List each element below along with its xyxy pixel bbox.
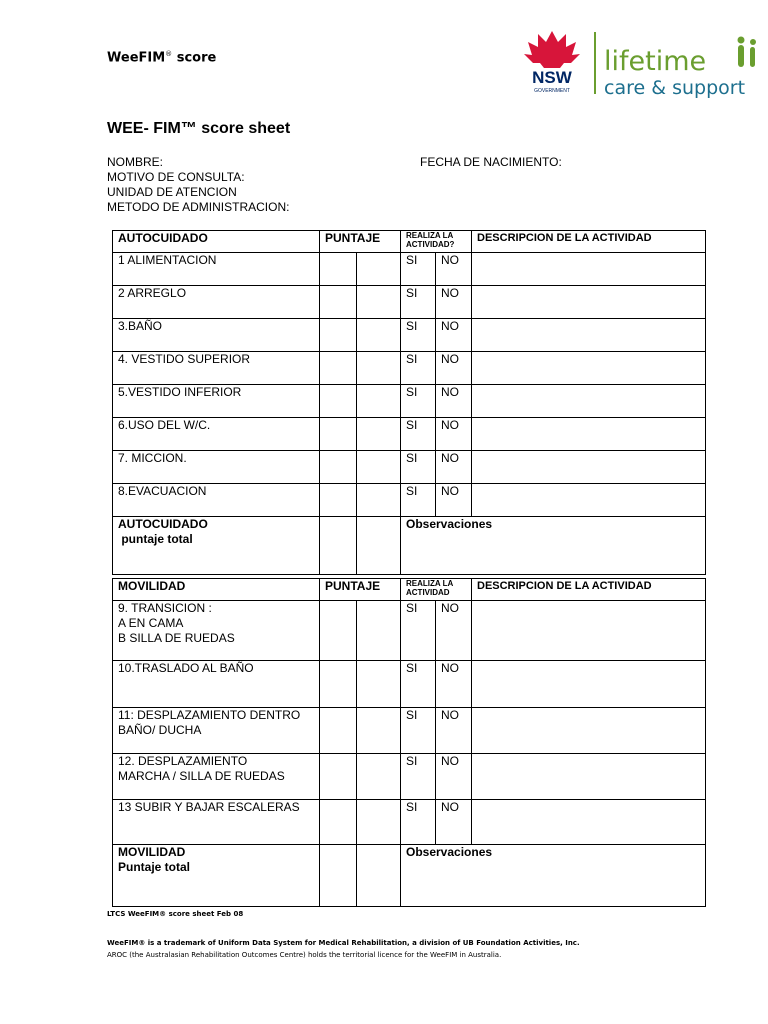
yes-option[interactable]: SI [401,319,436,352]
puntaje-header: PUNTAJE [320,231,401,253]
yes-option[interactable]: SI [401,451,436,484]
page-title: WEE- FIM™ score sheet [107,120,291,137]
no-option[interactable]: NO [436,418,472,451]
activity-label [113,800,320,845]
activity-row [113,319,706,352]
score-input-cell[interactable] [357,517,401,575]
yes-option[interactable]: SI [401,484,436,517]
score-input-cell[interactable] [357,253,401,286]
description-input-cell[interactable] [472,385,706,418]
no-option[interactable]: NO [436,708,472,754]
activity-label-line: B SILLA DE RUEDAS [118,631,235,645]
activity-row [113,601,706,661]
score-input-cell[interactable] [320,754,357,800]
activity-row [113,286,706,319]
description-input-cell[interactable] [472,661,706,708]
no-option[interactable]: NO [436,319,472,352]
activity-label-line: 9. TRANSICION : [118,601,212,615]
description-input-cell[interactable] [472,708,706,754]
score-input-cell[interactable] [357,385,401,418]
yes-option[interactable]: SI [401,708,436,754]
score-input-cell[interactable] [320,845,357,907]
score-input-cell[interactable] [357,800,401,845]
no-option[interactable]: NO [436,385,472,418]
yes-option[interactable]: SI [401,286,436,319]
autocuidado-table [112,230,706,575]
score-input-cell[interactable] [320,385,357,418]
movilidad-total-row [113,845,706,907]
activity-label-line: A EN CAMA [118,616,184,630]
field-nombre: NOMBRE: [107,155,164,169]
activity-label [113,418,320,451]
activity-label-line: MARCHA / SILLA DE RUEDAS [118,769,285,783]
score-input-cell[interactable] [320,484,357,517]
score-input-cell[interactable] [357,319,401,352]
description-input-cell[interactable] [472,601,706,661]
score-input-cell[interactable] [357,708,401,754]
no-option[interactable]: NO [436,352,472,385]
score-input-cell[interactable] [357,286,401,319]
score-input-cell[interactable] [320,253,357,286]
score-input-cell[interactable] [320,708,357,754]
yes-option[interactable]: SI [401,253,436,286]
document-header-label: WeeFIM® score [107,50,217,66]
no-option[interactable]: NO [436,601,472,661]
yes-option[interactable]: SI [401,800,436,845]
score-input-cell[interactable] [320,286,357,319]
score-input-cell[interactable] [357,845,401,907]
activity-label [113,319,320,352]
score-input-cell[interactable] [320,800,357,845]
yes-option[interactable]: SI [401,754,436,800]
footer-notice: WeeFIM® is a trademark of Uniform Data System for Medical Rehabilitation, a division of UB Foundation Activities, Inc. AROC (the Australasian Rehabilitation Outcomes Centre) holds the territorial licence for the WeeFIM in Australia. [107,939,580,959]
description-input-cell[interactable] [472,800,706,845]
no-option[interactable]: NO [436,451,472,484]
autocuidado-header: AUTOCUIDADO [113,231,320,253]
activity-row [113,661,706,708]
score-input-cell[interactable] [357,484,401,517]
no-option[interactable]: NO [436,286,472,319]
activity-label-line: 5.VESTIDO INFERIOR [118,385,242,399]
score-input-cell[interactable] [357,352,401,385]
activity-row [113,708,706,754]
table-header-row [113,579,706,601]
nsw-text: NSW [532,68,572,87]
description-input-cell[interactable] [472,484,706,517]
footer-version: LTCS WeeFIM® score sheet Feb 08 [107,910,244,918]
activity-row [113,754,706,800]
activity-label-line: 12. DESPLAZAMIENTO [118,754,248,768]
activity-label-line: 11: DESPLAZAMIENTO DENTRO [118,708,301,722]
activity-label [113,385,320,418]
description-input-cell[interactable] [472,754,706,800]
description-input-cell[interactable] [472,352,706,385]
score-input-cell[interactable] [357,661,401,708]
field-metodo-administracion: METODO DE ADMINISTRACION: [107,200,290,214]
yes-option[interactable]: SI [401,601,436,661]
descripcion-header: DESCRIPCION DE LA ACTIVIDAD [472,579,706,601]
activity-label [113,484,320,517]
activity-label-line: 6.USO DEL W/C. [118,418,211,432]
no-option[interactable]: NO [436,800,472,845]
activity-row [113,484,706,517]
activity-label-line: 1 ALIMENTACION [118,253,217,267]
movilidad-total-label: MOVILIDAD Puntaje total [113,845,320,907]
score-input-cell[interactable] [357,754,401,800]
lifetime-text: lifetime [604,46,707,77]
score-input-cell[interactable] [320,661,357,708]
puntaje-header: PUNTAJE [320,579,401,601]
activity-label-line: 10.TRASLADO AL BAÑO [118,661,254,675]
activity-label-line: 13 SUBIR Y BAJAR ESCALERAS [118,800,300,814]
score-input-cell[interactable] [320,451,357,484]
activity-row [113,451,706,484]
yes-option[interactable]: SI [401,385,436,418]
description-input-cell[interactable] [472,418,706,451]
yes-option[interactable]: SI [401,418,436,451]
activity-row [113,385,706,418]
autocuidado-total-row [113,517,706,575]
waratah-flower-icon [524,31,580,68]
government-text: GOVERNMENT [534,88,570,94]
score-input-cell[interactable] [320,352,357,385]
description-input-cell[interactable] [472,286,706,319]
activity-label [113,661,320,708]
no-option[interactable]: NO [436,484,472,517]
score-input-cell[interactable] [320,418,357,451]
score-input-cell[interactable] [320,601,357,661]
description-input-cell[interactable] [472,451,706,484]
activity-label-line: BAÑO/ DUCHA [118,723,202,737]
activity-label [113,601,320,661]
activity-row [113,800,706,845]
movilidad-header: MOVILIDAD [113,579,320,601]
no-option[interactable]: NO [436,754,472,800]
autocuidado-observaciones[interactable]: Observaciones [401,517,706,575]
movilidad-table [112,578,706,907]
table-header-row [113,231,706,253]
yes-option[interactable]: SI [401,352,436,385]
yes-option[interactable]: SI [401,661,436,708]
realiza-header: REALIZA LA ACTIVIDAD [401,579,472,601]
movilidad-observaciones[interactable]: Observaciones [401,845,706,907]
nsw-lifetime-care-logo [522,28,762,100]
field-unidad-atencion: UNIDAD DE ATENCION [107,185,237,199]
activity-label-line: 8.EVACUACION [118,484,207,498]
score-input-cell[interactable] [320,319,357,352]
score-input-cell[interactable] [357,418,401,451]
score-input-cell[interactable] [320,517,357,575]
activity-label-line: 3.BAÑO [118,319,163,333]
people-icon [738,37,757,68]
activity-label-line: 4. VESTIDO SUPERIOR [118,352,251,366]
descripcion-header: DESCRIPCION DE LA ACTIVIDAD [472,231,706,253]
field-motivo-consulta: MOTIVO DE CONSULTA: [107,170,245,184]
activity-label [113,352,320,385]
care-support-text: care & support [604,77,746,99]
activity-label [113,253,320,286]
description-input-cell[interactable] [472,319,706,352]
autocuidado-total-label: AUTOCUIDADO puntaje total [113,517,320,575]
activity-label-line: 2 ARREGLO [118,286,187,300]
score-input-cell[interactable] [357,451,401,484]
activity-label [113,451,320,484]
no-option[interactable]: NO [436,253,472,286]
activity-row [113,352,706,385]
realiza-header: REALIZA LA ACTIVIDAD? [401,231,472,253]
score-input-cell[interactable] [357,601,401,661]
field-fecha-nacimiento: FECHA DE NACIMIENTO: [420,155,562,169]
activity-row [113,253,706,286]
no-option[interactable]: NO [436,661,472,708]
activity-row [113,418,706,451]
activity-label [113,286,320,319]
activity-label-line: 7. MICCION. [118,451,187,465]
activity-label [113,708,320,754]
activity-label [113,754,320,800]
description-input-cell[interactable] [472,253,706,286]
